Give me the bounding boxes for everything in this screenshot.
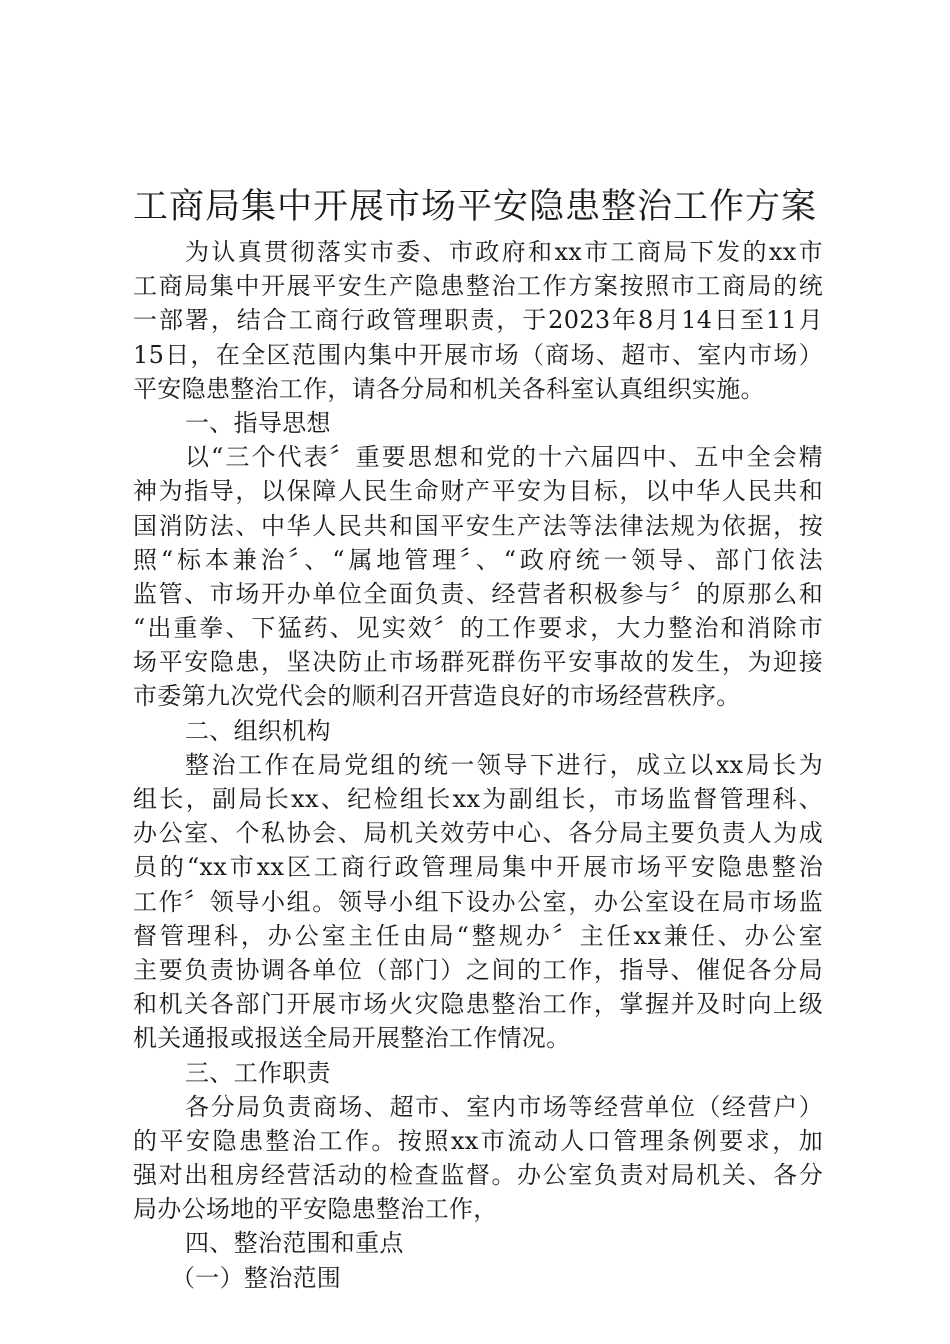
body-line: 办公室、个私协会、局机关效劳中心、各分局主要负责人为成 (133, 819, 823, 848)
document-title: 工商局集中开展市场平安隐患整治工作方案 (132, 187, 817, 227)
body-line: 工作〞领导小组。领导小组下设办公室，办公室设在局市场监 (133, 887, 823, 916)
body-line: 和机关各部门开展市场火灾隐患整治工作，掌握并及时向上级 (133, 990, 823, 1019)
body-line: 三、工作职责 (185, 1058, 331, 1087)
body-line: 的平安隐患整治工作。按照xx市流动人口管理条例要求，加 (133, 1126, 823, 1155)
body-line: 局办公场地的平安隐患整治工作， (133, 1195, 498, 1224)
body-line: “出重拳、下猛药、见实效〞的工作要求，大力整治和消除市 (133, 614, 823, 643)
body-line: 平安隐患整治工作，请各分局和机关各科室认真组织实施。 (133, 374, 765, 403)
body-line: 整治工作在局党组的统一领导下进行，成立以xx局长为 (185, 750, 823, 779)
document-body (133, 235, 823, 1295)
body-line: 工商局集中开展平安生产隐患整治工作方案按照市工商局的统 (133, 272, 823, 301)
body-line: 四、整治范围和重点 (185, 1229, 404, 1258)
body-line: 以“三个代表〞重要思想和党的十六届四中、五中全会精 (185, 443, 823, 472)
body-line: 监管、市场开办单位全面负责、经营者积极参与〞的原那么和 (133, 579, 823, 608)
body-line: 机关通报或报送全局开展整治工作情况。 (133, 1024, 571, 1053)
body-line: 场平安隐患，坚决防止市场群死群伤平安事故的发生，为迎接 (133, 648, 823, 677)
body-line: 神为指导，以保障人民生命财产平安为目标，以中华人民共和 (133, 477, 823, 506)
body-line: 强对出租房经营活动的检查监督。办公室负责对局机关、各分 (133, 1161, 823, 1190)
body-line: 组长，副局长xx、纪检组长xx为副组长，市场监督管理科、 (133, 785, 823, 813)
body-line: 一部署，结合工商行政管理职责，于2023年8月14日至11月 (133, 306, 823, 335)
body-line: 为认真贯彻落实市委、市政府和xx市工商局下发的xx市 (185, 238, 823, 266)
body-line: 市委第九次党代会的顺利召开营造良好的市场经营秩序。 (133, 682, 741, 711)
body-line: 各分局负责商场、超市、室内市场等经营单位（经营户） (185, 1092, 823, 1121)
body-line: 主要负责协调各单位（部门）之间的工作，指导、催促各分局 (133, 955, 823, 984)
body-line: 督管理科，办公室主任由局“整规办〞主任xx兼任、办公室 (133, 921, 823, 950)
body-line: （一）整治范围 (171, 1263, 342, 1292)
body-line: 二、组织机构 (185, 716, 331, 745)
body-line: 一、指导思想 (185, 408, 331, 437)
body-line: 国消防法、中华人民共和国平安生产法等法律法规为依据，按 (133, 511, 823, 540)
body-line: 照“标本兼治〞、“属地管理〞、“政府统一领导、部门依法 (133, 545, 823, 574)
body-line: 15日，在全区范围内集中开展市场（商场、超市、室内市场） (133, 340, 823, 369)
body-line: 员的“xx市xx区工商行政管理局集中开展市场平安隐患整治 (133, 853, 823, 882)
